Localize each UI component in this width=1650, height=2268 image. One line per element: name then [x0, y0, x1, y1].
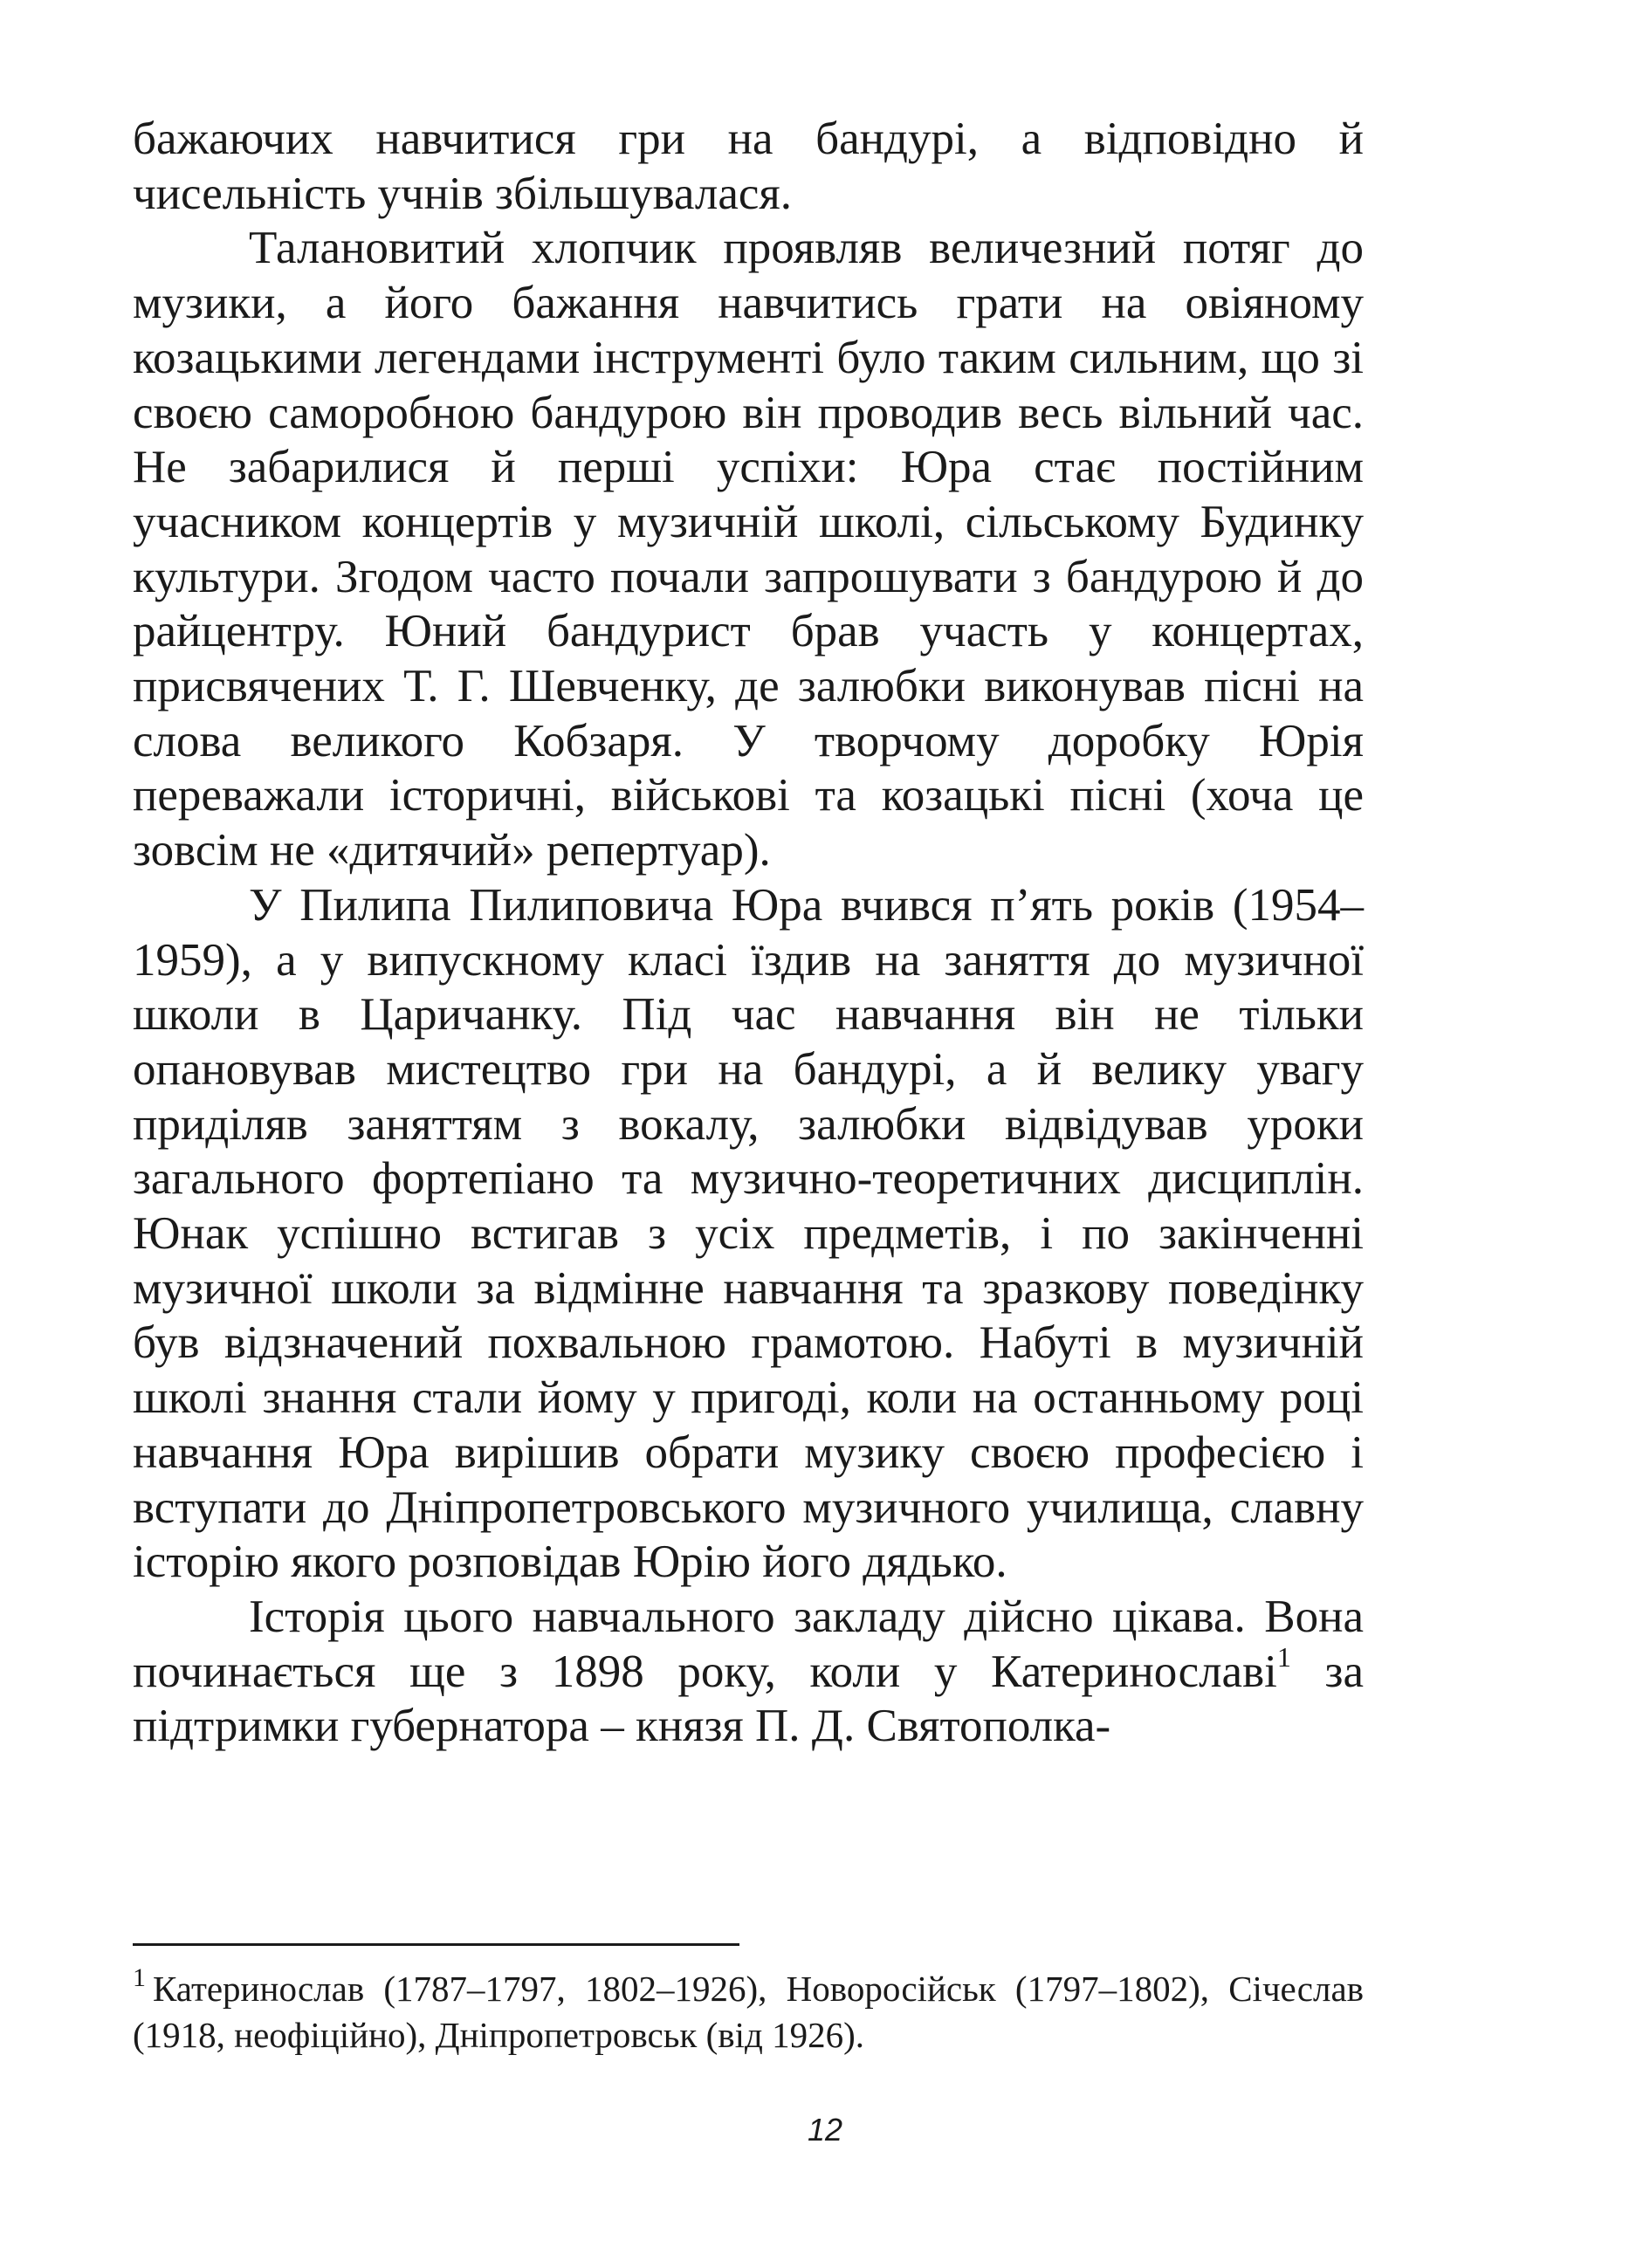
paragraph-talented-boy: Талановитий хлопчик проявляв величезний потяг до музики, а його бажання навчитись грати на овіяному козацькими легендами інструменті було таким сильним, що зі своєю саморобною бандурою він проводив весь вільний час. Не забарилися й перші успіхи: Юра стає постійним учасником концертів у музичній школі, сільському Будинку культури. Згодом часто почали запрошувати з бандурою й до райцентру. Юний бандурист брав участь у концертах, присвячених Т. Г. Шевченку, де залюбки виконував пісні на слова великого Кобзаря. У творчому доробку Юрія переважали історичні, військові та козацькі пісні (хоча це зовсім не «дитячий» репертуар).: [133, 223, 1364, 876]
page-body: [133, 112, 1364, 1754]
footnote-mark: 1: [133, 1963, 146, 1993]
page-number: 12: [807, 2112, 843, 2148]
paragraph-history-tail: за підтримки губернатора – князя П. Д. Святополка-: [133, 1646, 1364, 1752]
paragraph-history: [133, 1590, 1364, 1754]
footnote-divider: [133, 1943, 739, 1946]
main-text: [133, 112, 1364, 1754]
paragraph-history-text: Історія цього навчального закладу дійсно цікава. Вона починається ще з 1898 року, коли у Катеринославі: [133, 1591, 1364, 1697]
footnote-reference[interactable]: 1: [1276, 1641, 1291, 1674]
paragraph-studies: У Пилипа Пилиповича Юра вчився п’ять років (1954–1959), а у випускному класі їздив на заняття до музичної школи в Царичанку. Під час навчання він не тільки опановував мистецтво гри на бандурі, а й велику увагу приділяв заняттям з вокалу, залюбки відвідував уроки загального фортепіано та музично-теоретичних дисциплін. Юнак успішно встигав з усіх предметів, і по закінченні музичної школи за відмінне навчання та зразкову поведінку був відзначений похвальною грамотою. Набуті в музичній школі знання стали йому у пригоді, коли на останньому році навчання Юра вирішив обрати музику своєю професією і вступати до Дніпропетровського музичного училища, славну історію якого розповідав Юрію його дядько.: [133, 879, 1364, 1588]
footnote: [133, 1963, 1364, 2058]
paragraph-continuation: бажаючих навчитися гри на бандурі, а відповідно й чисельність учнів збільшувалася.: [133, 113, 1364, 219]
footnote-text: Катеринослав (1787–1797, 1802–1926), Новоросійськ (1797–1802), Січеслав (1918, неофіційно), Дніпропетровськ (від 1926).: [133, 1969, 1364, 2055]
